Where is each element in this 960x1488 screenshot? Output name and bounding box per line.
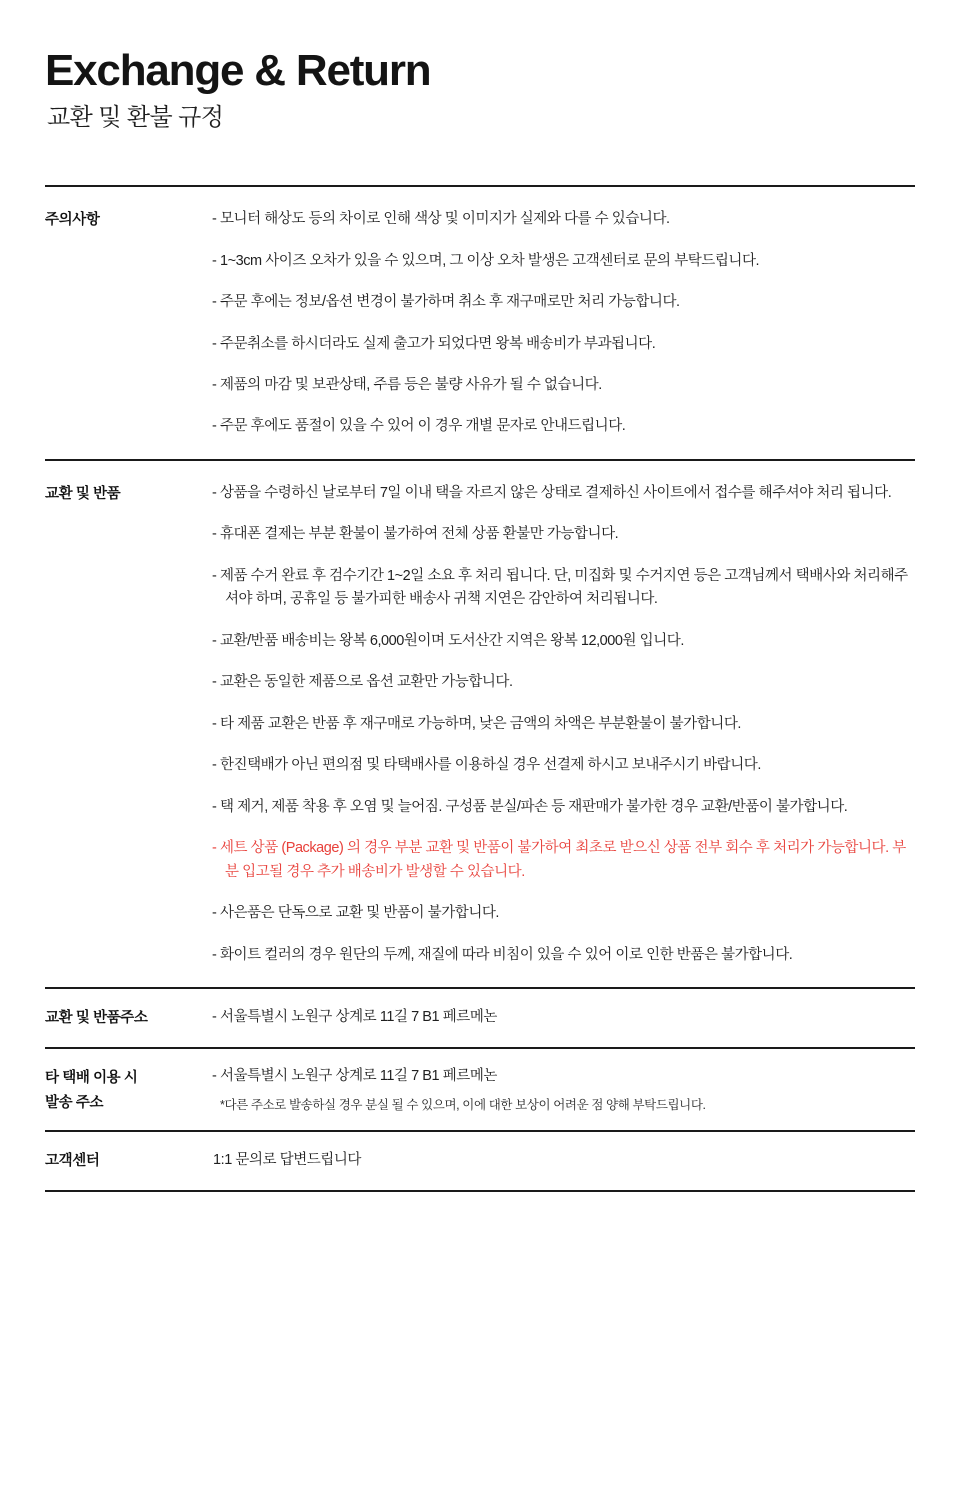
list-item: - 휴대폰 결제는 부분 환불이 불가하여 전체 상품 환불만 가능합니다. <box>212 526 619 543</box>
rules-table <box>45 185 915 1192</box>
list-item: - 교환/반품 배송비는 왕복 6,000원이며 도서산간 지역은 왕복 12,000원 입니다. <box>212 632 684 649</box>
section-return-address <box>45 989 915 1049</box>
section-body <box>210 1006 915 1029</box>
list-item: - 1~3cm 사이즈 오차가 있을 수 있으며, 그 이상 오차 발생은 고객센터로 문의 부탁드립니다. <box>212 252 760 269</box>
section-label <box>45 1065 210 1115</box>
list-item: - 서울특별시 노원구 상계로 11길 7 B1 페르메논 <box>212 1009 497 1026</box>
list-item: - 교환은 동일한 제품으로 옵션 교환만 가능합니다. <box>212 674 513 691</box>
section-precautions <box>45 187 915 461</box>
page-title: Exchange & Return <box>45 46 431 95</box>
list-item: 1:1 문의로 답변드립니다 <box>213 1152 361 1169</box>
list-item: - 사은품은 단독으로 교환 및 반품이 불가합니다. <box>212 905 500 922</box>
list-item-note: *다른 주소로 발송하실 경우 분실 될 수 있으며, 이에 대한 보상이 어려운 점 양해 부탁드립니다. <box>220 1097 706 1112</box>
list-item: - 한진택배가 아닌 편의점 및 타택배사를 이용하실 경우 선결제 하시고 보내주시기 바랍니다. <box>212 757 761 774</box>
list-item: - 주문 후에도 품절이 있을 수 있어 이 경우 개별 문자로 안내드립니다. <box>212 418 626 435</box>
list-item: - 상품을 수령하신 날로부터 7일 이내 택을 자르지 않은 상태로 결제하신 사이트에서 접수를 해주셔야 처리 됩니다. <box>212 484 892 501</box>
section-body <box>210 482 915 967</box>
section-label: 고객센터 <box>45 1153 100 1170</box>
section-label: 주의사항 <box>45 212 100 229</box>
list-item: - 주문취소를 하시더라도 실제 출고가 되었다면 왕복 배송비가 부과됩니다. <box>212 335 656 352</box>
section-body <box>210 1065 915 1115</box>
list-item: - 서울특별시 노원구 상계로 11길 7 B1 페르메논 <box>212 1068 497 1085</box>
section-body <box>210 208 915 439</box>
list-item: - 화이트 컬러의 경우 원단의 두께, 재질에 따라 비침이 있을 수 있어 이로 인한 반품은 불가합니다. <box>212 946 793 963</box>
list-item: - 타 제품 교환은 반품 후 재구매로 가능하며, 낮은 금액의 차액은 부분환불이 불가합니다. <box>212 715 741 732</box>
section-exchange-return <box>45 461 915 989</box>
section-label-line-1: 타 택배 이용 시 <box>45 1070 138 1087</box>
list-item-highlighted: - 세트 상품 (Package) 의 경우 부분 교환 및 반품이 불가하여 최초로 받으신 상품 전부 회수 후 처리가 가능합니다. 부분 입고될 경우 추가 배송비가 발생할 수 있습니다. <box>212 840 906 880</box>
list-item: - 모니터 해상도 등의 차이로 인해 색상 및 이미지가 실제와 다를 수 있습니다. <box>212 211 670 228</box>
section-label: 교환 및 반품주소 <box>45 1010 148 1027</box>
section-customer-center <box>45 1132 915 1192</box>
list-item: - 제품의 마감 및 보관상태, 주름 등은 불량 사유가 될 수 없습니다. <box>212 377 602 393</box>
list-item: - 택 제거, 제품 착용 후 오염 및 늘어짐. 구성품 분실/파손 등 재판매가 불가한 경우 교환/반품이 불가합니다. <box>212 798 848 815</box>
page-header <box>45 0 915 133</box>
section-label: 교환 및 반품 <box>45 485 121 502</box>
list-item: - 주문 후에는 정보/옵션 변경이 불가하며 취소 후 재구매로만 처리 가능합니다. <box>212 294 680 311</box>
section-body <box>210 1149 915 1172</box>
section-other-courier-address <box>45 1049 915 1132</box>
list-item: - 제품 수거 완료 후 검수기간 1~2일 소요 후 처리 됩니다. 단, 미집화 및 수거지연 등은 고객님께서 택배사와 처리해주셔야 하며, 공휴일 등 불가피한 배송사 귀책 지연은 감안하여 처리됩니다. <box>212 567 908 608</box>
section-label-line-2: 발송 주소 <box>45 1094 104 1111</box>
page-subtitle: 교환 및 환불 규정 <box>47 104 224 132</box>
